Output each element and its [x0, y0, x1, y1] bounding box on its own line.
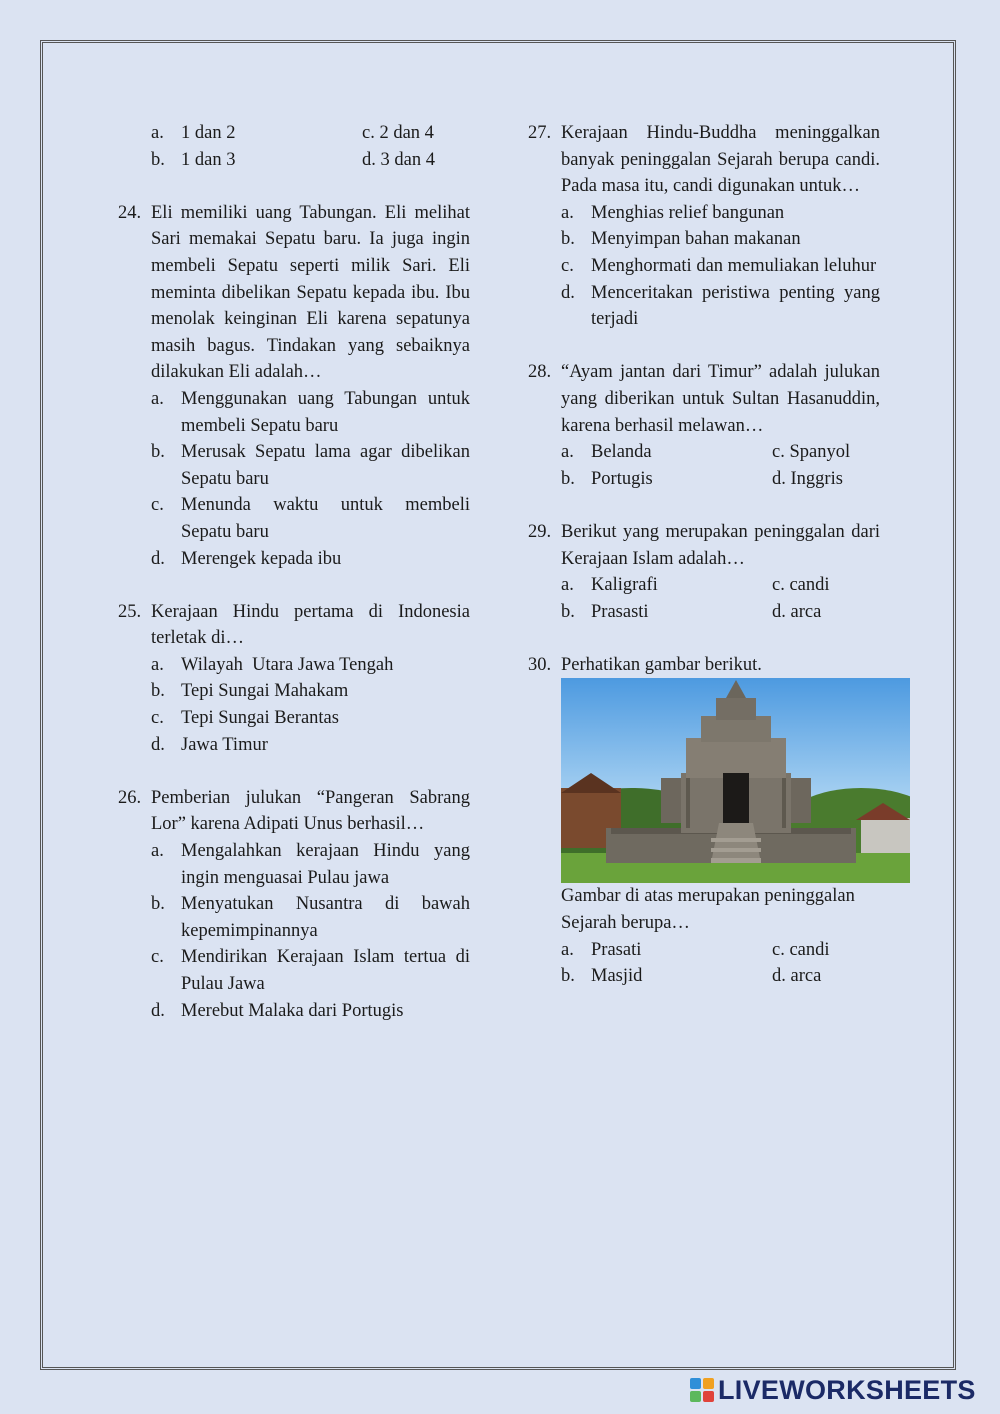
question-25 [118, 599, 470, 759]
question-number: 24. [118, 202, 142, 223]
option-c[interactable]: c. Menghormati dan memuliakan leluhur [561, 255, 877, 276]
option-a[interactable]: a. Menggunakan uang Tabungan untuk membeli Sepatu baru [151, 388, 470, 436]
right-column [528, 120, 880, 1016]
question-28 [528, 359, 880, 492]
option-a[interactable]: a. Menghias relief bangunan [561, 202, 785, 223]
option-letter: b. [561, 966, 575, 987]
option-a-text: 1 dan 2 [181, 123, 236, 143]
question-text: Perhatikan gambar berikut. [561, 654, 762, 675]
temple-photo [561, 678, 910, 883]
question-number: 27. [528, 123, 552, 143]
question-number: 30. [528, 654, 552, 675]
question-text: “Ayam jantan dari Timur” adalah julukan yang diberikan untuk Sultan Hasanuddin, karena berhasil melawan… [561, 362, 880, 436]
option-a-text[interactable]: Kaligrafi [591, 575, 658, 596]
option-d-text[interactable]: d. arca [772, 601, 822, 622]
question-27 [528, 120, 880, 333]
option-letter: a. [151, 123, 164, 143]
option-b[interactable]: b. Menyatukan Nusantra di bawah kepemimpinannya [151, 894, 470, 941]
option-letter: b. [151, 149, 165, 170]
option-d[interactable]: d. Merengek kepada ibu [151, 548, 342, 569]
question-text: Kerajaan Hindu pertama di Indonesia terletak di… [151, 601, 470, 649]
option-d[interactable]: d. Menceritakan peristiwa penting yang terjadi [561, 282, 880, 330]
question-text: Eli memiliki uang Tabungan. Eli melihat Sari memakai Sepatu baru. Ia juga ingin membeli Sepatu seperti milik Sari. Eli meminta dibelikan Sepatu kepada ibu. Ibu menolak keinginan Eli karena sepatunya masih bagus. Tindakan yang sebaiknya dilakukan Eli adalah… [151, 202, 470, 383]
question-number: 29. [528, 521, 552, 542]
question-caption: Gambar di atas merupakan peninggalan Sejarah berupa… [561, 886, 855, 934]
option-b-text: 1 dan 3 [181, 149, 236, 170]
option-d-text[interactable]: d. Inggris [772, 468, 843, 489]
question-26 [118, 785, 470, 1024]
option-b-text[interactable]: Prasasti [591, 601, 649, 622]
option-d-text: d. 3 dan 4 [362, 149, 435, 170]
option-letter: a. [561, 442, 574, 463]
option-a[interactable]: a. Wilayah Utara Jawa Tengah [151, 654, 394, 675]
question-23-options [118, 120, 470, 173]
question-number: 28. [528, 362, 552, 383]
option-a-text[interactable]: Prasati [591, 939, 642, 960]
option-c-text[interactable]: c. candi [772, 939, 830, 960]
question-number: 26. [118, 787, 142, 808]
option-letter: a. [561, 575, 574, 596]
option-a[interactable]: a. Mengalahkan kerajaan Hindu yang ingin menguasai Pulau jawa [151, 841, 470, 888]
option-c-text[interactable]: c. candi [772, 575, 830, 596]
question-24 [118, 200, 470, 572]
logo-icon [690, 1378, 714, 1402]
option-c[interactable]: c. Menunda waktu untuk membeli Sepatu baru [151, 495, 470, 542]
question-text: Pemberian julukan “Pangeran Sabrang Lor” karena Adipati Unus berhasil… [151, 787, 470, 835]
question-30 [528, 652, 880, 990]
question-text: Berikut yang merupakan peninggalan dari Kerajaan Islam adalah… [561, 521, 880, 569]
option-a-text[interactable]: Belanda [591, 442, 652, 463]
liveworksheets-logo [690, 1376, 976, 1404]
option-c-text: c. 2 dan 4 [362, 123, 434, 143]
question-29 [528, 519, 880, 625]
question-number: 25. [118, 601, 142, 622]
option-d-text[interactable]: d. arca [772, 966, 822, 987]
option-letter: a. [561, 939, 574, 960]
option-b[interactable]: b. Menyimpan bahan makanan [561, 229, 801, 250]
option-b[interactable]: b. Merusak Sepatu lama agar dibelikan Sepatu baru [151, 442, 470, 489]
option-d[interactable]: d. Merebut Malaka dari Portugis [151, 1000, 404, 1021]
option-c[interactable]: c. Mendirikan Kerajaan Islam tertua di Pulau Jawa [151, 947, 470, 994]
option-letter: b. [561, 468, 575, 489]
option-d[interactable]: d. Jawa Timur [151, 734, 268, 755]
left-column [118, 120, 470, 1051]
option-b[interactable]: b. Tepi Sungai Mahakam [151, 681, 349, 702]
option-letter: b. [561, 601, 575, 622]
option-b-text[interactable]: Masjid [591, 966, 643, 987]
question-text: Kerajaan Hindu-Buddha meninggalkan banyak peninggalan Sejarah berupa candi. Pada masa itu, candi digunakan untuk… [561, 123, 880, 197]
option-c[interactable]: c. Tepi Sungai Berantas [151, 708, 339, 729]
option-b-text[interactable]: Portugis [591, 468, 653, 489]
logo-text: LIVEWORKSHEETS [718, 1374, 976, 1405]
option-c-text[interactable]: c. Spanyol [772, 442, 851, 463]
